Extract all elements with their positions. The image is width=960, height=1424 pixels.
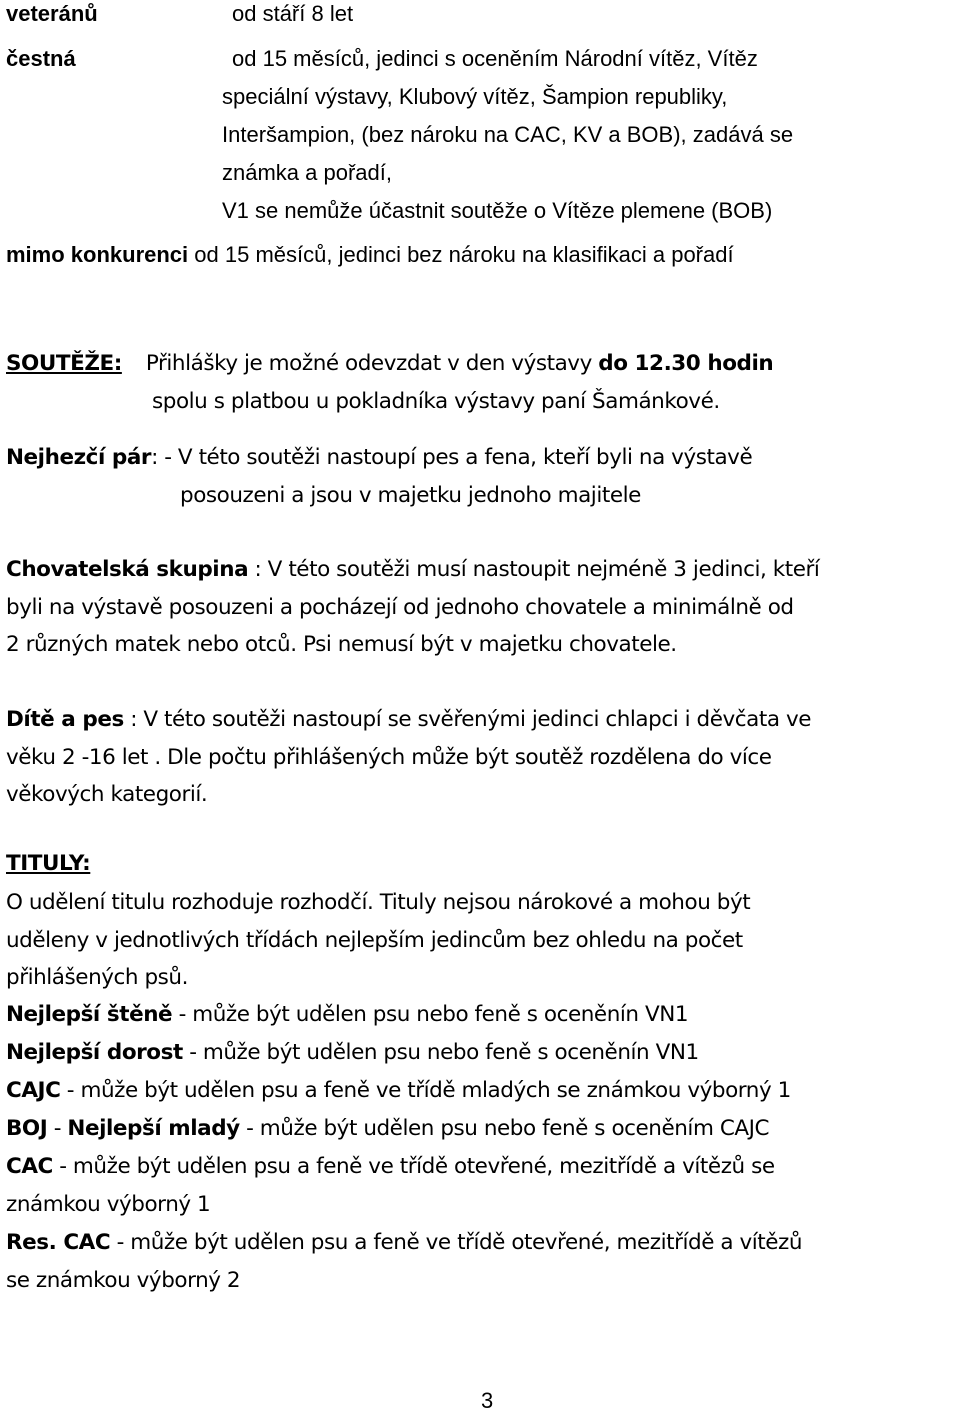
- class-label: čestná: [6, 46, 76, 71]
- title-name: CAJC: [6, 1078, 61, 1103]
- souteze-deadline: do 12.30 hodin: [598, 351, 774, 376]
- class-desc: od stáří 8 let: [232, 1, 354, 26]
- class-desc-line: V1 se nemůže účastnit soutěže o Vítěze plemene (BOB): [222, 198, 773, 223]
- souteze-line-1: [6, 345, 773, 383]
- class-row-honorary: [6, 40, 758, 78]
- souteze-line-2: spolu s platbou u pokladníka výstavy paní Šamánkové.: [152, 389, 720, 414]
- class-desc: od 15 měsíců, jedinci bez nároku na klasifikaci a pořadí: [194, 242, 734, 267]
- title-name: BOJ: [6, 1116, 48, 1141]
- title-line: [6, 996, 802, 1034]
- title-line: [6, 1110, 802, 1148]
- title-line: [6, 1072, 802, 1110]
- title-name: Nejlepší štěně: [6, 1002, 173, 1027]
- tituly-heading: TITULY:: [6, 851, 91, 876]
- page-number: 3: [481, 1388, 494, 1413]
- class-desc-line: Interšampion, (bez nároku na CAC, KV a BOB), zadává se: [222, 122, 794, 147]
- title-text: -: [47, 1116, 68, 1141]
- class-label: veteránů: [6, 1, 98, 26]
- chovatelska-label: Chovatelská skupina: [6, 557, 249, 582]
- title-text: - může být udělen psu nebo feně s oceněnín VN1: [182, 1040, 699, 1065]
- title-text: - může být udělen psu a feně ve třídě mladých se známkou výborný 1: [60, 1078, 791, 1103]
- title-name: Nejlepší mladý: [67, 1116, 240, 1141]
- nejhezci-line-1: Nejhezčí pár: - V této soutěži nastoupí pes a fena, kteří byli na výstavě: [6, 445, 753, 470]
- chovatelska-paragraph: Chovatelská skupina : V této soutěži musí nastoupit nejméně 3 jedinci, kteří byli na výstavě posouzeni a pocházejí od jednoho chovatele a minimálně od 2 různých matek nebo otců. Psi nemusí být v majetku chovatele.: [6, 557, 820, 657]
- title-text: známkou výborný 1: [6, 1192, 211, 1217]
- title-line: [6, 1262, 802, 1300]
- class-desc-line: speciální výstavy, Klubový vítěz, Šampion republiky,: [222, 84, 728, 109]
- title-text: se známkou výborný 2: [6, 1268, 241, 1293]
- souteze-text: Přihlášky je možné odevzdat v den výstavy: [145, 351, 599, 376]
- titles-list: [6, 996, 802, 1300]
- title-text: - může být udělen psu nebo feně s oceněnín VN1: [172, 1002, 689, 1027]
- dite-paragraph: Dítě a pes : V této soutěži nastoupí se svěřenými jedinci chlapci i děvčata ve věku 2 -16 let . Dle počtu přihlášených může být soutěž rozdělena do více věkových kategorií.: [6, 707, 812, 807]
- title-text: - může být udělen psu a feně ve třídě otevřené, mezitřídě a vítězů se: [52, 1154, 775, 1179]
- title-line: [6, 1148, 802, 1186]
- souteze-heading: SOUTĚŽE:: [6, 351, 122, 376]
- class-row-out-of-competition: [6, 236, 734, 274]
- class-row-veterans: [6, 0, 353, 33]
- title-text: - může být udělen psu nebo feně s oceněním CAJC: [239, 1116, 770, 1141]
- nejhezci-label: Nejhezčí pár: [6, 445, 152, 470]
- title-line: [6, 1034, 802, 1072]
- title-line: [6, 1224, 802, 1262]
- tituly-paragraph: O udělení titulu rozhoduje rozhodčí. Tituly nejsou nárokové a mohou být uděleny v jednotlivých třídách nejlepším jedincům bez ohledu na počet přihlášených psů.: [6, 890, 751, 990]
- title-name: Res. CAC: [6, 1230, 111, 1255]
- title-name: CAC: [6, 1154, 53, 1179]
- dite-label: Dítě a pes: [6, 707, 124, 732]
- title-name: Nejlepší dorost: [6, 1040, 183, 1065]
- title-line: [6, 1186, 802, 1224]
- title-text: - může být udělen psu a feně ve třídě otevřené, mezitřídě a vítězů: [110, 1230, 803, 1255]
- nejhezci-line-2: posouzeni a jsou v majetku jednoho majitele: [180, 483, 641, 508]
- class-label: mimo konkurenci: [6, 242, 189, 267]
- class-desc-line: známka a pořadí,: [222, 160, 392, 185]
- class-desc-line: od 15 měsíců, jedinci s oceněním Národní vítěz, Vítěz: [232, 46, 758, 71]
